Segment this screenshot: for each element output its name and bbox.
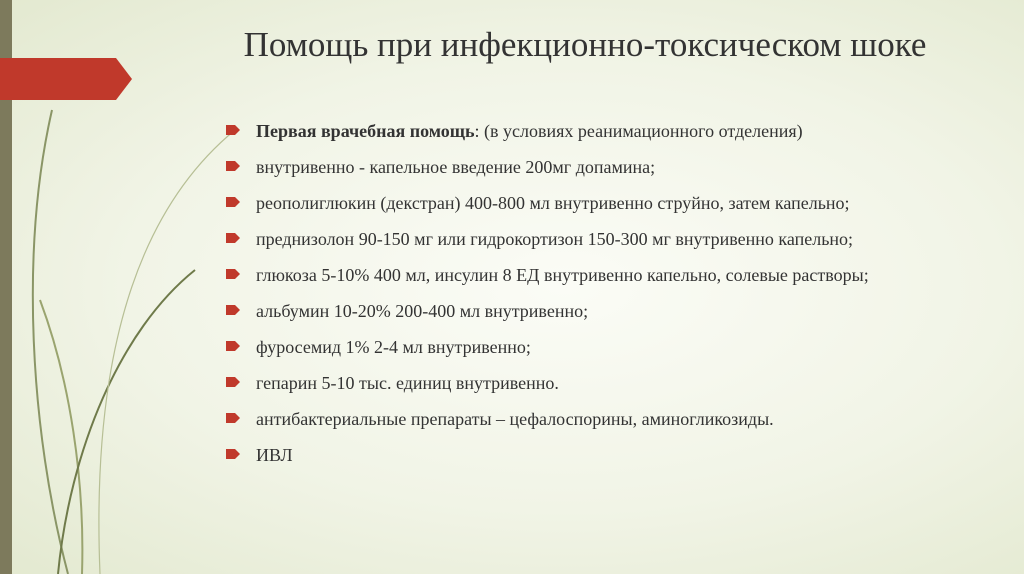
- item-text: реополиглюкин (декстран) 400-800 мл внутривенно струйно, затем капельно;: [256, 193, 850, 213]
- bullet-list: [226, 119, 926, 479]
- list-item: [226, 407, 926, 431]
- list-item: [226, 335, 926, 359]
- arrow-flag-icon: [226, 341, 240, 351]
- arrow-flag-icon: [226, 377, 240, 387]
- list-item: [226, 227, 926, 251]
- list-item: [226, 371, 926, 395]
- item-text: антибактериальные препараты – цефалоспорины, аминогликозиды.: [256, 409, 774, 429]
- arrow-flag-icon: [226, 449, 240, 459]
- list-item: [226, 443, 926, 467]
- item-text: альбумин 10-20% 200-400 мл внутривенно;: [256, 301, 589, 321]
- arrow-flag-icon: [226, 413, 240, 423]
- list-item: [226, 191, 926, 215]
- item-text: гепарин 5-10 тыс. единиц внутривенно.: [256, 373, 559, 393]
- arrow-flag-icon: [226, 305, 240, 315]
- item-text: преднизолон 90-150 мг или гидрокортизон 150-300 мг внутривенно капельно;: [256, 229, 854, 249]
- arrow-flag-icon: [226, 269, 240, 279]
- title-flag-decoration: [0, 58, 132, 100]
- list-item: [226, 263, 926, 287]
- arrow-flag-icon: [226, 161, 240, 171]
- item-text: глюкоза 5-10% 400 мл, инсулин 8 ЕД внутривенно капельно, солевые растворы;: [256, 265, 869, 285]
- list-item: [226, 299, 926, 323]
- item-text: : (в условиях реанимационного отделения): [474, 121, 803, 141]
- item-text: ИВЛ: [256, 445, 293, 465]
- item-text: фуросемид 1% 2-4 мл внутривенно;: [256, 337, 531, 357]
- slide-title: Помощь при инфекционно-токсическом шоке: [243, 25, 927, 64]
- arrow-flag-icon: [226, 197, 240, 207]
- arrow-flag-icon: [226, 125, 240, 135]
- item-bold-label: Первая врачебная помощь: [256, 121, 475, 141]
- arrow-flag-icon: [226, 233, 240, 243]
- item-text: внутривенно - капельное введение 200мг допамина;: [256, 157, 656, 177]
- list-item: [226, 119, 926, 143]
- list-item: [226, 155, 926, 179]
